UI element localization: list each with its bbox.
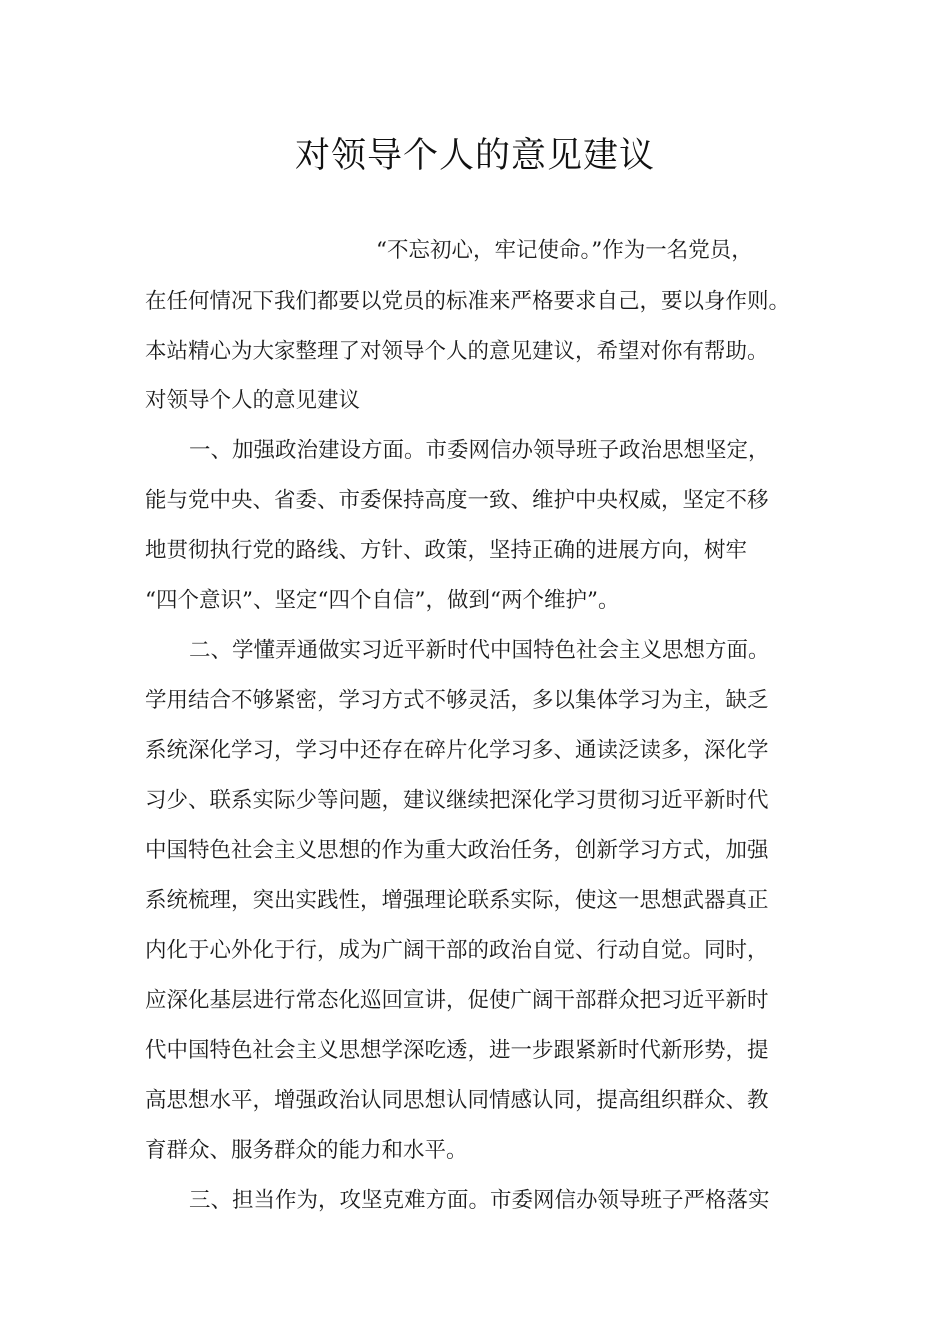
- text-line-7: 地贯彻执行党的路线、方针、政策，坚持正确的进展方向，树牢: [145, 538, 748, 563]
- document-title: 对领导个人的意见建议: [294, 136, 655, 176]
- text-line-8: “四个意识”、坚定“四个自信”，做到“两个维护”。: [145, 588, 620, 613]
- text-line-6: 能与党中央、省委、市委保持高度一致、维护中央权威，坚定不移: [145, 488, 769, 513]
- text-line-5: 一、加强政治建设方面。市委网信办领导班子政治思想坚定，: [189, 438, 770, 463]
- text-line-14: 系统梳理，突出实践性，增强理论联系实际，使这一思想武器真正: [145, 888, 769, 913]
- text-line-15: 内化于心外化于行，成为广阔干部的政治自觉、行动自觉。同时，: [145, 938, 769, 963]
- text-line-11: 系统深化学习，学习中还存在碎片化学习多、通读泛读多，深化学: [145, 738, 769, 763]
- text-line-20: 三、担当作为，攻坚克难方面。市委网信办领导班子严格落实: [189, 1188, 770, 1213]
- text-line-3: 本站精心为大家整理了对领导个人的意见建议，希望对你有帮助。: [145, 339, 769, 364]
- text-line-19: 育群众、服务群众的能力和水平。: [145, 1138, 468, 1163]
- text-line-12: 习少、联系实际少等问题，建议继续把深化学习贯彻习近平新时代: [145, 788, 769, 813]
- text-line-4: 对领导个人的意见建议: [145, 388, 361, 413]
- text-line-2: 在任何情况下我们都要以党员的标准来严格要求自己，要以身作则。: [145, 289, 791, 314]
- text-line-18: 高思想水平，增强政治认同思想认同情感认同，提高组织群众、教: [145, 1088, 769, 1113]
- text-line-10: 学用结合不够紧密，学习方式不够灵活，多以集体学习为主，缺乏: [145, 688, 769, 713]
- text-line-16: 应深化基层进行常态化巡回宣讲，促使广阔干部群众把习近平新时: [145, 988, 769, 1013]
- text-line-9: 二、学懂弄通做实习近平新时代中国特色社会主义思想方面。: [189, 638, 770, 663]
- text-line-17: 代中国特色社会主义思想学深吃透，进一步跟紧新时代新形势，提: [145, 1038, 769, 1063]
- text-line-13: 中国特色社会主义思想的作为重大政治任务，创新学习方式，加强: [145, 838, 769, 863]
- text-line-1: “不忘初心，牢记使命。”作为一名党员，: [376, 238, 753, 263]
